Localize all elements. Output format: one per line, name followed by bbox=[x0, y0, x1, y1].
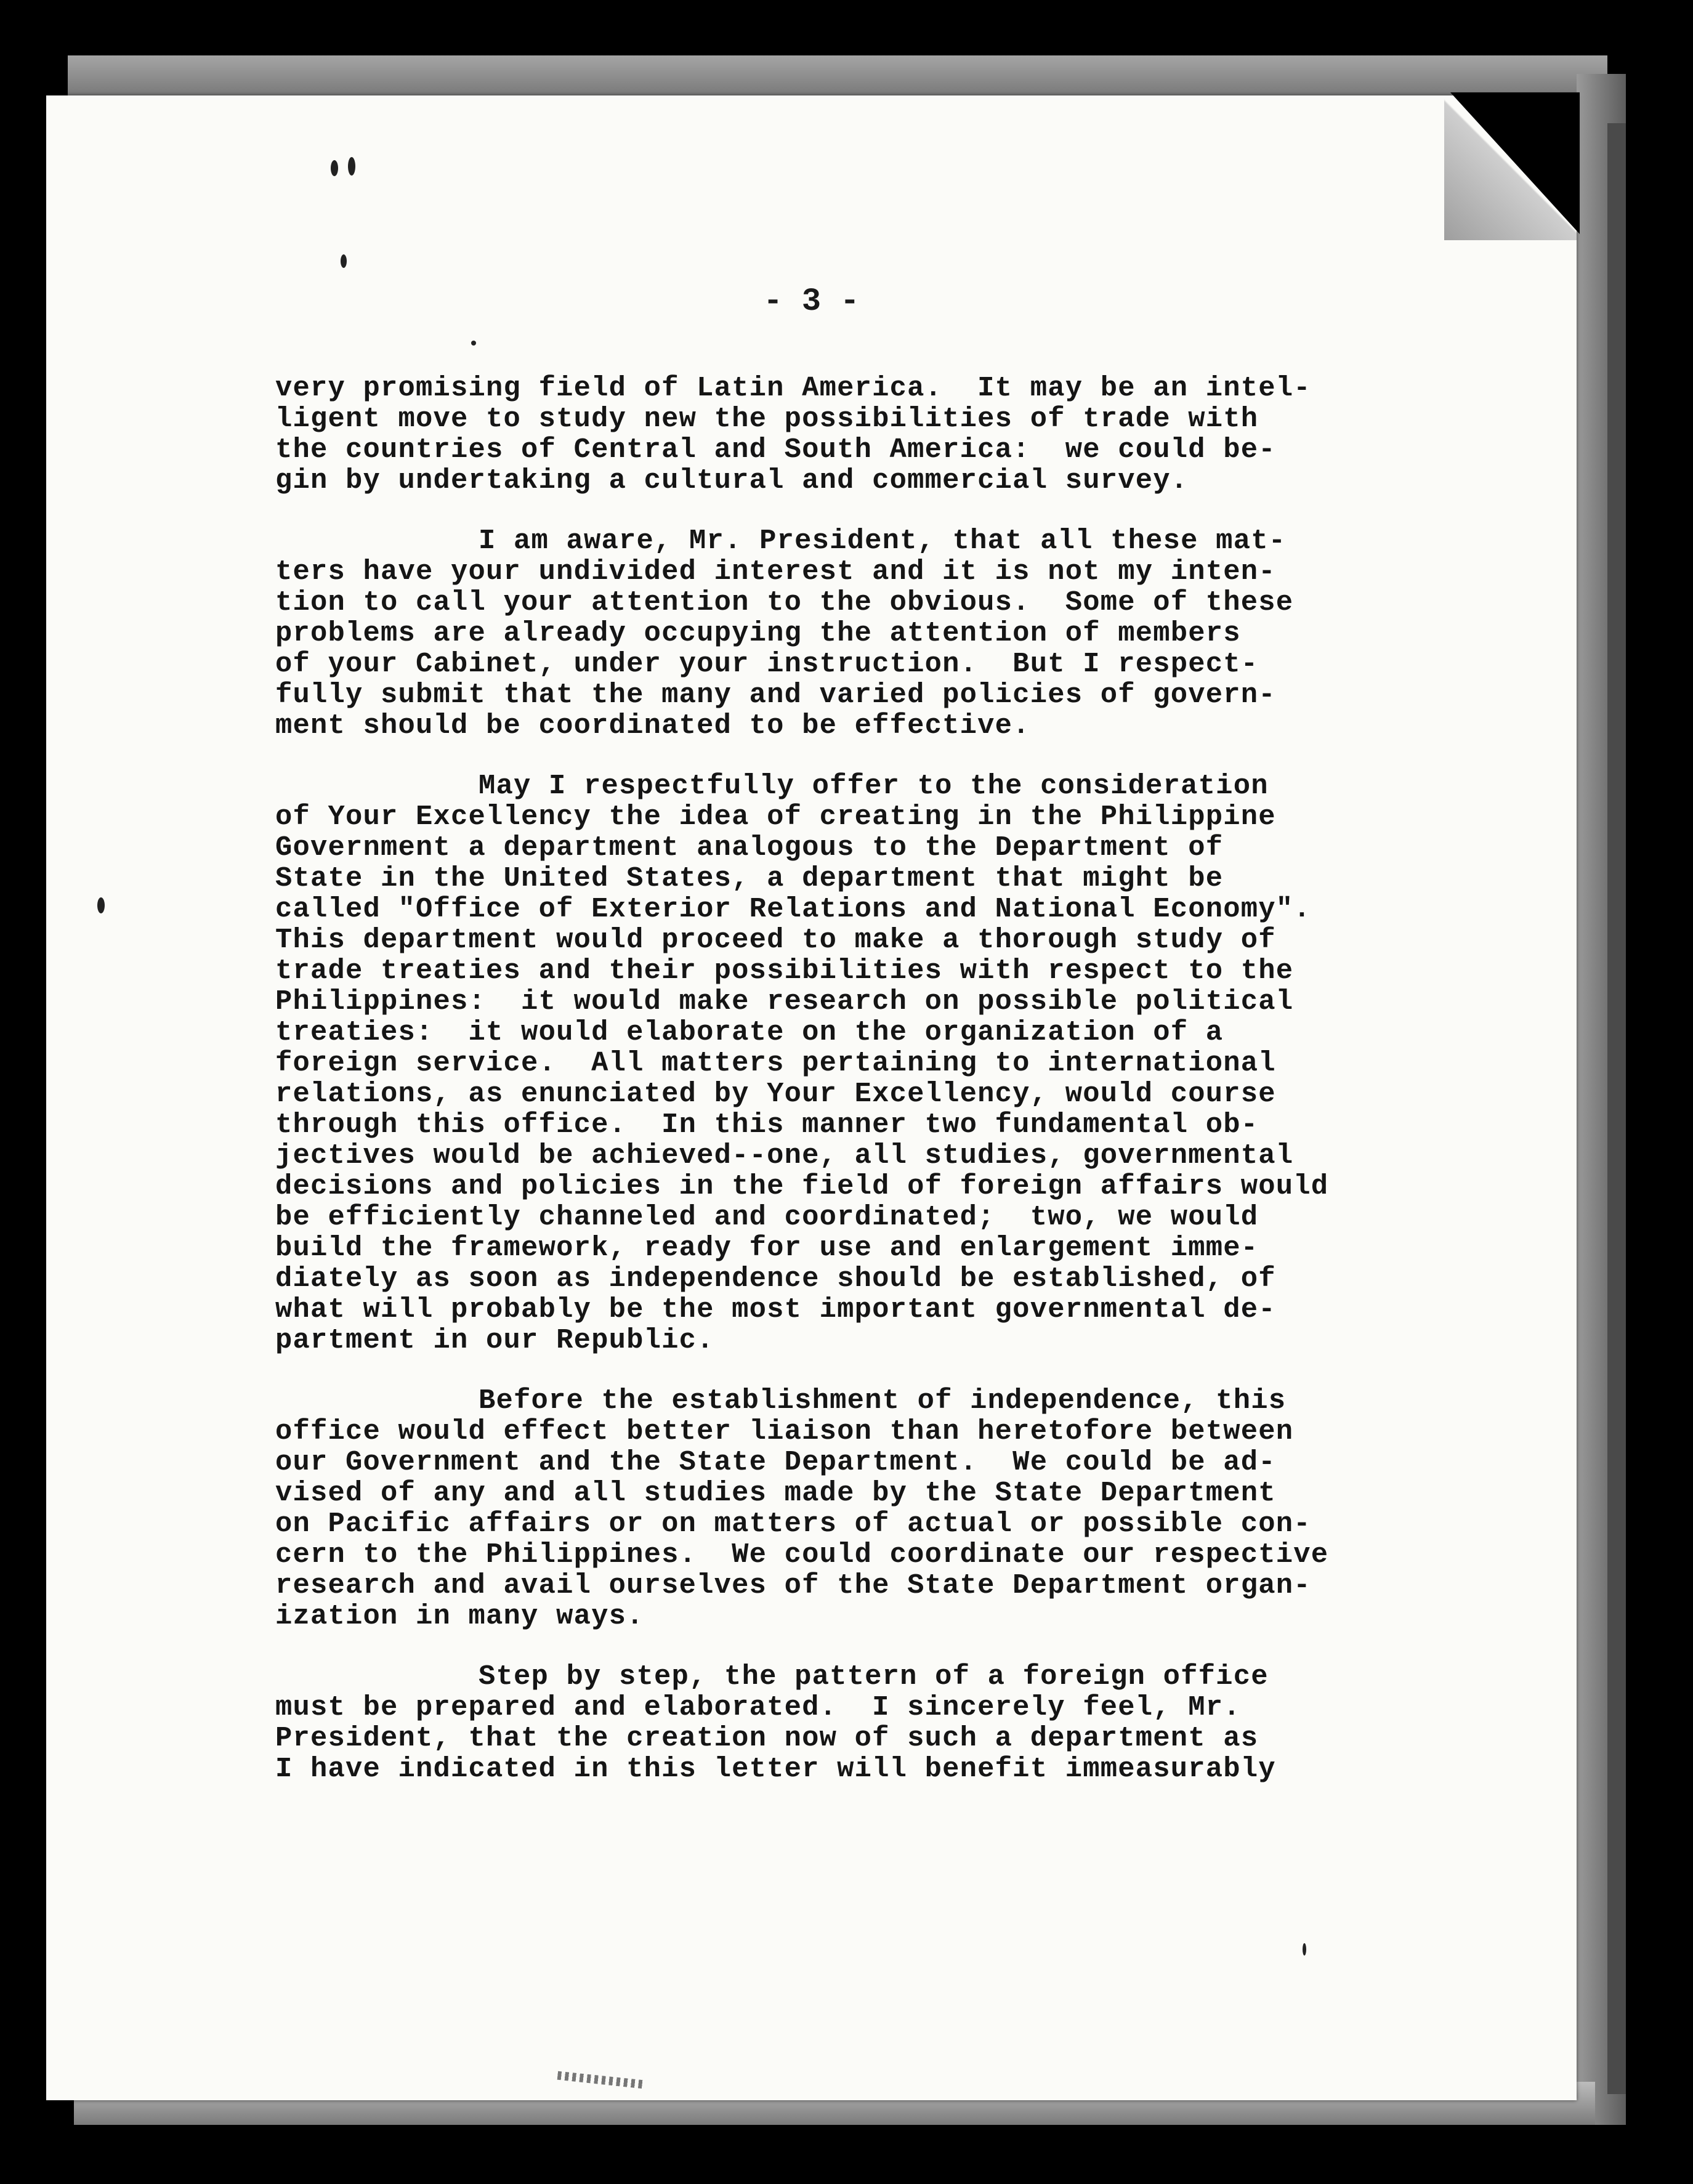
text-line: must be prepared and elaborated. I sincerely feel, Mr. bbox=[275, 1691, 1241, 1723]
text-line: President, that the creation now of such a department as bbox=[275, 1722, 1259, 1754]
ink-speck bbox=[97, 897, 105, 913]
text-line: of your Cabinet, under your instruction. But I respect- bbox=[275, 648, 1259, 680]
text-line: what will probably be the most important governmental de- bbox=[275, 1293, 1276, 1325]
text-line: relations, as enunciated by Your Excellency, would course bbox=[275, 1078, 1276, 1110]
text-line: ters have your undivided interest and it is not my inten- bbox=[275, 556, 1276, 588]
text-line: ligent move to study new the possibilities of trade with bbox=[275, 403, 1259, 435]
text-line: be efficiently channeled and coordinated; two, we would bbox=[275, 1201, 1259, 1233]
ink-speck bbox=[348, 157, 355, 176]
ink-speck bbox=[341, 254, 347, 268]
text-line: May I respectfully offer to the consideration bbox=[479, 770, 1269, 802]
text-line: tion to call your attention to the obvious. Some of these bbox=[275, 586, 1294, 618]
paragraph-4 bbox=[275, 1385, 1507, 1632]
text-line: foreign service. All matters pertaining to international bbox=[275, 1047, 1276, 1079]
text-line: I am aware, Mr. President, that all these mat- bbox=[479, 525, 1287, 557]
text-line: cern to the Philippines. We could coordinate our respective bbox=[275, 1539, 1329, 1571]
text-line: of Your Excellency the idea of creating in the Philippine bbox=[275, 801, 1276, 833]
text-line: Government a department analogous to the Department of bbox=[275, 831, 1224, 863]
text-line: State in the United States, a department that might be bbox=[275, 862, 1224, 894]
paragraph-3 bbox=[275, 770, 1507, 1356]
text-line: trade treaties and their possibilities with respect to the bbox=[275, 955, 1294, 987]
text-line: the countries of Central and South America: we could be- bbox=[275, 434, 1276, 466]
text-line: ization in many ways. bbox=[275, 1600, 644, 1632]
ink-speck bbox=[1303, 1943, 1306, 1955]
text-line: fully submit that the many and varied policies of govern- bbox=[275, 679, 1276, 711]
text-line: partment in our Republic. bbox=[275, 1324, 714, 1356]
text-line: Before the establishment of independence, this bbox=[479, 1385, 1287, 1417]
text-line: through this office. In this manner two fundamental ob- bbox=[275, 1109, 1259, 1141]
text-line: Philippines: it would make research on possible political bbox=[275, 985, 1294, 1017]
text-line: I have indicated in this letter will benefit immeasurably bbox=[275, 1753, 1276, 1785]
text-line: called "Office of Exterior Relations and National Economy". bbox=[275, 893, 1311, 925]
back-sheet-right-shadow bbox=[1607, 123, 1626, 2094]
text-line: decisions and policies in the field of foreign affairs would bbox=[275, 1170, 1329, 1202]
paragraph-1 bbox=[275, 373, 1507, 496]
text-line: treaties: it would elaborate on the organization of a bbox=[275, 1016, 1224, 1048]
paper-smudge bbox=[557, 2071, 644, 2089]
text-line: gin by undertaking a cultural and commercial survey. bbox=[275, 464, 1189, 496]
ink-speck bbox=[331, 160, 338, 176]
text-line: ment should be coordinated to be effective. bbox=[275, 710, 1030, 742]
text-line: very promising field of Latin America. It may be an intel- bbox=[275, 372, 1311, 404]
folded-corner-flap bbox=[1444, 95, 1577, 240]
letter-page bbox=[46, 95, 1577, 2100]
paragraph-5 bbox=[275, 1661, 1507, 1784]
text-line: Step by step, the pattern of a foreign office bbox=[479, 1660, 1269, 1693]
paragraph-2 bbox=[275, 525, 1507, 741]
page-number: - 3 - bbox=[763, 283, 860, 320]
letter-body bbox=[275, 373, 1507, 1814]
text-line: This department would proceed to make a thorough study of bbox=[275, 924, 1276, 956]
text-line: build the framework, ready for use and enlargement imme- bbox=[275, 1232, 1259, 1264]
text-line: diately as soon as independence should be established, of bbox=[275, 1263, 1276, 1295]
text-line: problems are already occupying the attention of members bbox=[275, 617, 1241, 649]
text-line: on Pacific affairs or on matters of actual or possible con- bbox=[275, 1508, 1311, 1540]
text-line: research and avail ourselves of the State Department organ- bbox=[275, 1569, 1311, 1601]
text-line: jectives would be achieved--one, all studies, governmental bbox=[275, 1139, 1294, 1171]
text-line: our Government and the State Department. We could be ad- bbox=[275, 1446, 1276, 1478]
text-line: vised of any and all studies made by the State Department bbox=[275, 1477, 1276, 1509]
ink-speck bbox=[471, 341, 476, 346]
text-line: office would effect better liaison than heretofore between bbox=[275, 1415, 1294, 1447]
